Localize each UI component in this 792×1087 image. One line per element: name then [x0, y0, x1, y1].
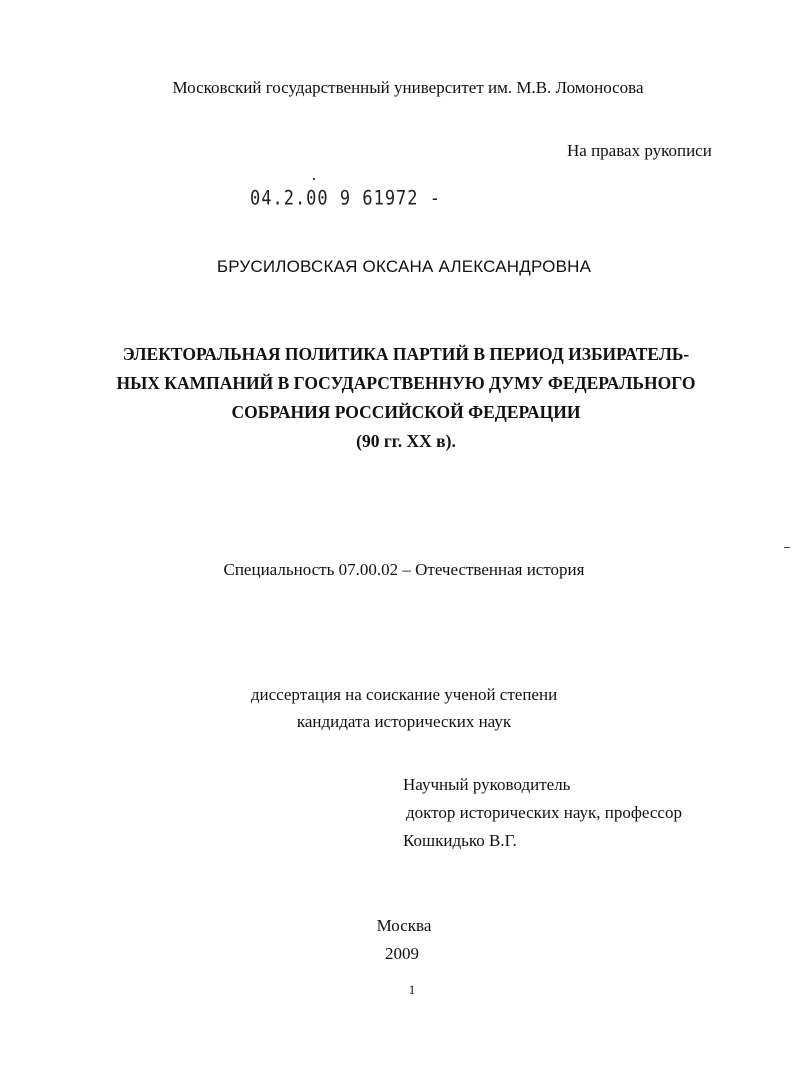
title-line: ЭЛЕКТОРАЛЬНАЯ ПОЛИТИКА ПАРТИЙ В ПЕРИОД ИЗБИРАТЕЛЬ-	[122, 344, 690, 364]
supervisor-name: Кошкидько В.Г.	[403, 831, 517, 850]
supervisor-role: Научный руководитель	[403, 775, 571, 794]
title-line: НЫХ КАМПАНИЙ В ГОСУДАРСТВЕННУЮ ДУМУ ФЕДЕРАЛЬНОГО	[116, 373, 696, 393]
degree-statement	[8, 681, 792, 735]
degree-line: диссертация на соискание ученой степени	[250, 685, 558, 704]
dissertation-title	[0, 340, 792, 456]
manuscript-note: На правах рукописи	[567, 141, 712, 160]
city: Москва	[376, 916, 432, 935]
page-number: 1	[408, 982, 416, 997]
registry-number-stamp: 04.2.00 9 61972 -	[250, 187, 441, 210]
author-name: БРУСИЛОВСКАЯ ОКСАНА АЛЕКСАНДРОВНА	[216, 257, 592, 276]
title-line: СОБРАНИЯ РОССИЙСКОЙ ФЕДЕРАЦИИ	[231, 402, 581, 422]
margin-dash-mark	[784, 547, 790, 548]
supervisor-info	[403, 771, 682, 855]
university-name: Московский государственный университет им. М.В. Ломоносова	[172, 78, 644, 97]
speck-mark	[313, 178, 315, 180]
supervisor-credentials: доктор исторических наук, профессор	[406, 803, 682, 822]
year: 2009	[385, 944, 419, 963]
title-line: (90 гг. XX в).	[356, 431, 456, 451]
degree-line: кандидата исторических наук	[296, 712, 512, 731]
specialty: Специальность 07.00.02 – Отечественная история	[223, 560, 585, 579]
